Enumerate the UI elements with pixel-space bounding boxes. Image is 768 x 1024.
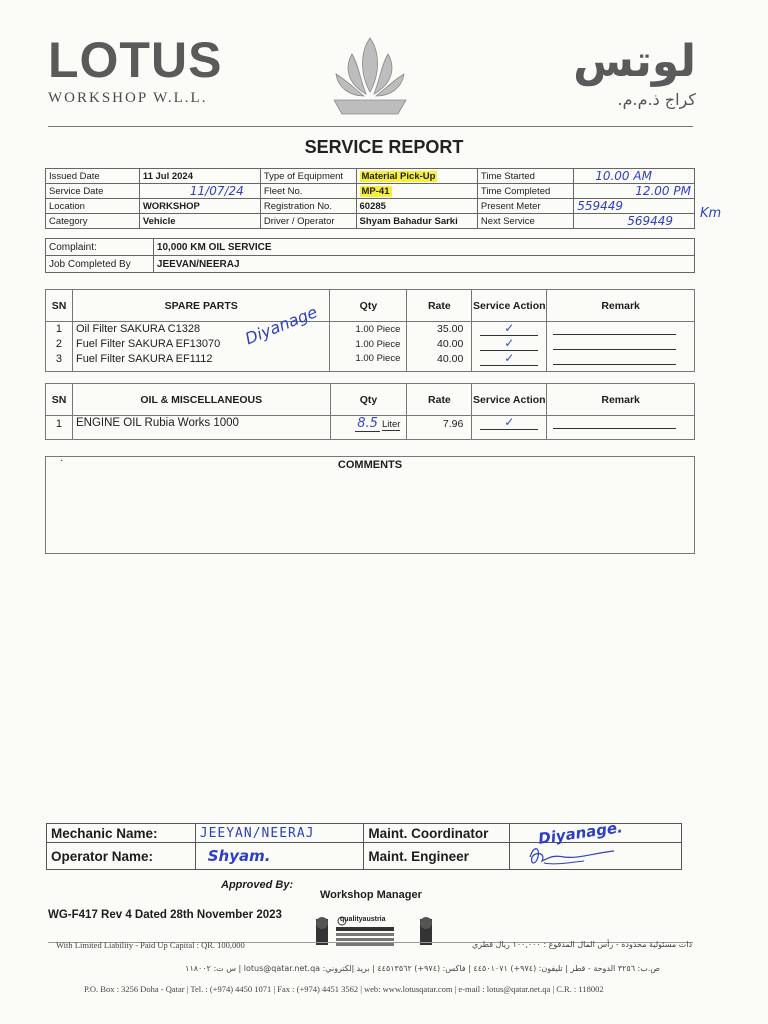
remark-line [553, 417, 676, 429]
equipment-type-text: Material Pick-Up [361, 170, 436, 182]
complaint-label: Complaint: [46, 239, 154, 256]
col-header-rate: Rate [407, 384, 472, 416]
row-rate: 40.00 [407, 352, 472, 372]
footer-address-en: P.O. Box : 3256 Doha - Qatar | Tel. : (+974) 4450 1071 | Fax : (+974) 4451 3562 | web: www.lotusqatar.com | e-mail : lotus@qatar.net.qa | C.R. : 118002 [84, 984, 604, 994]
complaint-table [45, 238, 695, 273]
job-completed-value: JEEVAN/NEERAJ [153, 256, 694, 273]
comments-mark: · [60, 455, 64, 466]
time-completed-label: Time Completed [477, 184, 573, 199]
col-header-service-action: Service Action [472, 384, 547, 416]
issued-date-value: 11 Jul 2024 [139, 169, 260, 184]
fleet-no-value [356, 184, 477, 199]
equipment-type-label: Type of Equipment [260, 169, 356, 184]
table-row [46, 199, 695, 214]
row-item: Oil Filter SAKURA C1328 [72, 322, 330, 337]
row-action [472, 416, 547, 440]
comments-title: COMMENTS [337, 459, 403, 471]
row-qty [330, 416, 407, 440]
row-item: ENGINE OIL Rubia Works 1000 [72, 416, 330, 440]
table-row [46, 322, 695, 337]
footer-capital-ar: ذات مسئولية محدودة - رأس المال المدفوع : ١٠٠,٠٠٠ ريال قطري [471, 940, 692, 949]
vehicle-info-table [45, 168, 695, 229]
company-subtitle-en: WORKSHOP W.L.L. [48, 90, 208, 106]
remark-line [553, 323, 676, 335]
row-qty: 1.00 Piece [330, 352, 407, 372]
row-remark [547, 416, 695, 440]
comments-box [45, 456, 695, 554]
next-service-label: Next Service [477, 214, 573, 229]
maint-coordinator-label: Maint. Coordinator [364, 824, 510, 843]
operator-name-label: Operator Name: [47, 843, 196, 870]
next-service-handwritten: 569449 [627, 214, 673, 228]
row-sn: 3 [46, 352, 73, 372]
service-date-handwritten: 11/07/24 [189, 184, 244, 198]
qty-handwritten: 8.5 [357, 416, 378, 431]
approved-by-label: Approved By: [221, 879, 294, 891]
row-qty: 1.00 Piece [330, 322, 407, 337]
qty-unit: Liter [381, 419, 401, 430]
table-header-row [46, 290, 695, 322]
fleet-no-label: Fleet No. [260, 184, 356, 199]
remark-line [553, 353, 676, 365]
row-action [472, 352, 547, 372]
company-name-ar: لوتس [573, 36, 696, 87]
report-title: SERVICE REPORT [304, 137, 464, 157]
company-name-en: LOTUS [48, 32, 223, 88]
header-divider [48, 126, 693, 127]
category-label: Category [46, 214, 140, 229]
spare-parts-table [45, 289, 695, 372]
certification-name: qualityaustria [340, 916, 386, 923]
time-completed-cell [574, 184, 695, 199]
lotus-flower-icon [330, 34, 410, 116]
row-rate: 7.96 [407, 416, 472, 440]
table-row [46, 214, 695, 229]
checkmark-icon: ✓ [480, 337, 538, 351]
table-row [47, 843, 682, 870]
col-header-service-action: Service Action [472, 290, 547, 322]
maint-engineer-sign-cell [510, 843, 682, 870]
col-header-sn: SN [46, 290, 73, 322]
table-row [46, 239, 695, 256]
row-remark [547, 337, 695, 352]
table-header-row [46, 384, 695, 416]
table-row [46, 256, 695, 273]
next-service-cell [574, 214, 695, 229]
coordinator-signature: Diyanage. [537, 818, 625, 848]
workshop-manager-label: Workshop Manager [320, 889, 422, 901]
category-value: Vehicle [139, 214, 260, 229]
time-started-handwritten: 10.00 AM [595, 169, 652, 183]
row-action [472, 322, 547, 337]
footer-address-ar: ص.ب: ٣٢٥٦ الدوحة - قطر | تليفون: (٩٧٤+) ٤٤٥٠١٠٧١ | فاكس: (٩٧٤+) ٤٤٥١٣٥٦٢ | بريد إلكتروني: lotus@qatar.net.qa | س ت: ١١٨٠٠٢ [185, 964, 660, 973]
col-header-remark: Remark [547, 290, 695, 322]
row-item: Fuel Filter SAKURA EF13070 [72, 337, 330, 352]
checkmark-icon: ✓ [480, 416, 538, 430]
row-sn: 1 [46, 416, 73, 440]
row-remark [547, 322, 695, 337]
col-header-rate: Rate [407, 290, 472, 322]
col-header-oil-misc: OIL & MISCELLANEOUS [72, 384, 330, 416]
registration-value: 60285 [356, 199, 477, 214]
footer-capital-en: With Limited Liability - Paid Up Capital : QR. 100,000 [56, 940, 245, 950]
fleet-no-text: MP-41 [361, 185, 390, 197]
maint-coordinator-sign-cell [510, 818, 682, 848]
table-row [47, 824, 682, 843]
table-row [46, 416, 695, 440]
complaint-value: 10,000 KM OIL SERVICE [153, 239, 694, 256]
company-logo-english [48, 34, 222, 107]
oil-misc-table [45, 383, 695, 440]
service-date-cell [139, 184, 260, 199]
checkmark-icon: ✓ [480, 352, 538, 366]
location-value: WORKSHOP [139, 199, 260, 214]
mechanic-signature-scribble: Diyanage [242, 302, 321, 349]
col-header-spare-parts: SPARE PARTS [72, 290, 330, 322]
company-subtitle-ar: كراج ذ.م.م. [617, 90, 696, 109]
present-meter-handwritten: 559449 [577, 199, 623, 213]
driver-label: Driver / Operator [260, 214, 356, 229]
table-row [46, 184, 695, 199]
registration-label: Registration No. [260, 199, 356, 214]
time-completed-handwritten: 12.00 PM [635, 184, 691, 198]
col-header-sn: SN [46, 384, 73, 416]
row-rate: 35.00 [407, 322, 472, 337]
operator-name-handwritten: Shyam. [207, 847, 271, 865]
issued-date-label: Issued Date [46, 169, 140, 184]
row-sn: 1 [46, 322, 73, 337]
maint-engineer-label: Maint. Engineer [364, 843, 510, 870]
col-header-qty: Qty [330, 384, 407, 416]
company-logo-arabic [573, 36, 696, 109]
row-remark [547, 352, 695, 372]
present-meter-label: Present Meter [477, 199, 573, 214]
mechanic-name-label: Mechanic Name: [47, 824, 196, 843]
time-started-label: Time Started [477, 169, 573, 184]
col-header-remark: Remark [547, 384, 695, 416]
checkmark-icon: ✓ [480, 322, 538, 336]
table-row [46, 169, 695, 184]
next-service-unit: Km [700, 206, 722, 221]
row-item: Fuel Filter SAKURA EF1112 [72, 352, 330, 372]
present-meter-cell [574, 199, 695, 214]
col-header-qty: Qty [330, 290, 407, 322]
row-rate: 40.00 [407, 337, 472, 352]
operator-name-cell [195, 843, 364, 870]
table-row [46, 337, 695, 352]
table-row [46, 352, 695, 372]
service-date-label: Service Date [46, 184, 140, 199]
row-qty: 1.00 Piece [330, 337, 407, 352]
job-completed-label: Job Completed By [46, 256, 154, 273]
time-started-cell [574, 169, 695, 184]
signature-table [46, 818, 682, 870]
equipment-type-value [356, 169, 477, 184]
mechanic-name-handwritten: JEEYAN/NEERAJ [195, 824, 364, 843]
location-label: Location [46, 199, 140, 214]
row-action [472, 337, 547, 352]
driver-value: Shyam Bahadur Sarki [356, 214, 477, 229]
form-code: WG-F417 Rev 4 Dated 28th November 2023 [48, 909, 282, 921]
remark-line [553, 338, 676, 350]
row-sn: 2 [46, 337, 73, 352]
